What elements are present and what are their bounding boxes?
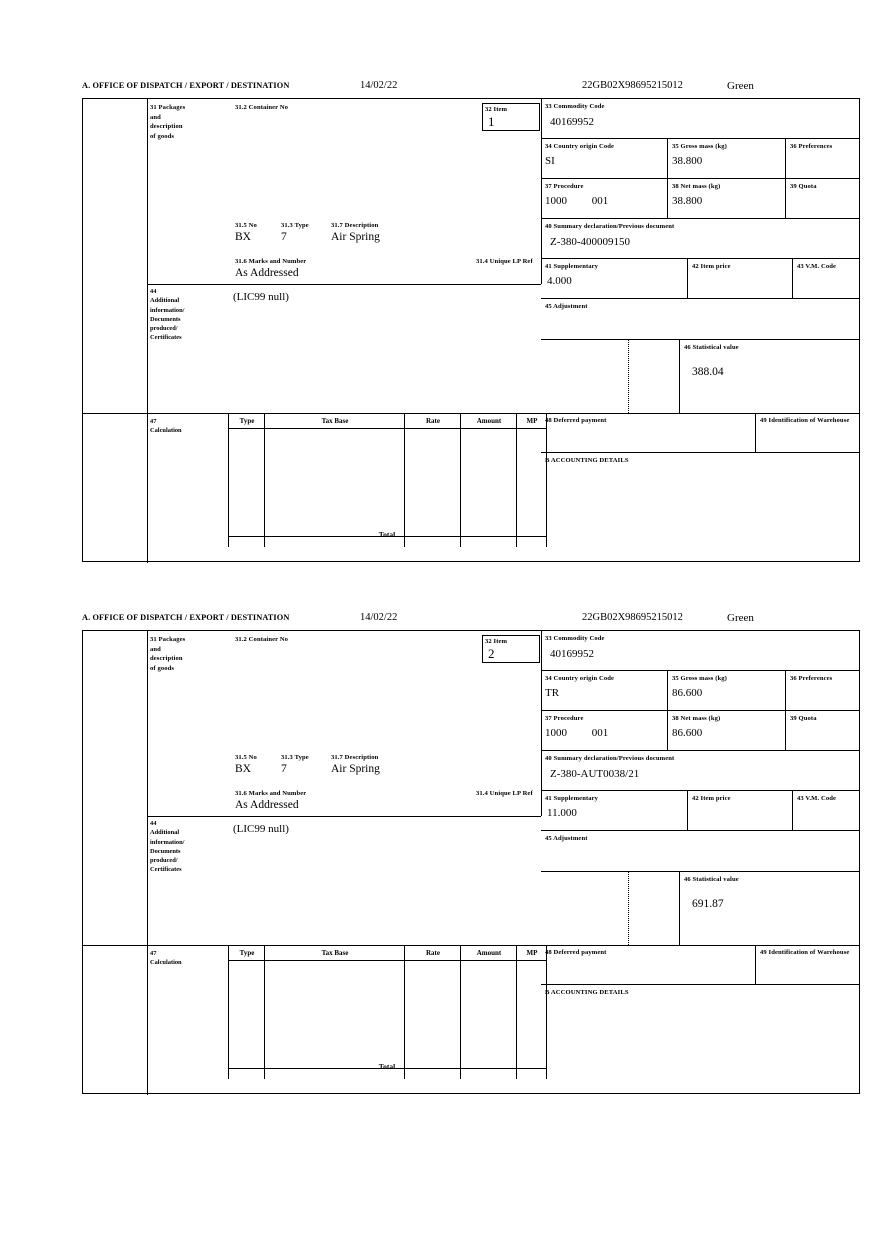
- box46-value: 691.87: [692, 897, 724, 910]
- box34-value: TR: [545, 686, 560, 699]
- box36-value: [786, 684, 860, 687]
- box32-value: 1: [488, 113, 495, 129]
- box38-net-mass: [668, 179, 786, 219]
- box39-value: [786, 724, 860, 727]
- box40-summary-declaration: [541, 219, 860, 259]
- box31-bottom-line: [147, 816, 541, 817]
- copy-colour-label: Green: [727, 612, 754, 624]
- box40-value: Z-380-400009150: [550, 235, 631, 248]
- box40-value: Z-380-AUT0038/21: [550, 767, 640, 780]
- boxB-label: B ACCOUNTING DETAILS: [545, 989, 629, 996]
- box33-label: 33 Commodity Code: [545, 103, 605, 110]
- box43-vm-code: [793, 259, 860, 299]
- box46-statistical-value: [679, 340, 860, 413]
- movement-reference-number: 22GB02X98695215012: [582, 80, 683, 91]
- box46-statistical-value: [679, 872, 860, 945]
- box31-bottom-line: [147, 284, 541, 285]
- box32-label: 32 Item: [485, 638, 508, 645]
- box32-item-number: [482, 635, 540, 663]
- box44-label: 44 Additional information/ Documents produced/ Certificates: [150, 288, 185, 342]
- box47-label: 47 Calculation: [150, 950, 182, 967]
- box31-7-description-label: 31.7 Description: [331, 222, 379, 229]
- box31-5-no-value: BX: [235, 231, 251, 243]
- box35-gross-mass: [668, 139, 786, 179]
- left-label-divider: [147, 631, 148, 1095]
- box43-value: [793, 272, 860, 275]
- box44-label: 44 Additional information/ Documents produced/ Certificates: [150, 820, 185, 874]
- calc-col-rate: [405, 414, 461, 547]
- box40-summary-declaration: [541, 751, 860, 791]
- box32-value: 2: [488, 645, 495, 661]
- box43-value: [793, 804, 860, 807]
- calc-col-rate: [405, 946, 461, 1079]
- box46-label: 46 Statistical value: [684, 876, 739, 883]
- calc-header-mp: MP: [526, 949, 538, 957]
- box49-value: [756, 426, 860, 429]
- box31-3-type-value: 7: [281, 231, 287, 243]
- box33-commodity-code: [541, 99, 860, 139]
- boxB-value: [541, 466, 860, 469]
- box42-value: [688, 804, 792, 807]
- box34-country-origin-code: [541, 139, 668, 179]
- box31-6-marks-value: As Addressed: [235, 267, 299, 279]
- box31-7-description-value: Air Spring: [331, 231, 380, 243]
- box37-value2: 001: [591, 726, 609, 739]
- box42-item-price: [688, 259, 793, 299]
- box38-label: 38 Net mass (kg): [672, 183, 721, 190]
- box34-country-origin-code: [541, 671, 668, 711]
- box31-7-description-label: 31.7 Description: [331, 754, 379, 761]
- box31-3-type-label: 31.3 Type: [281, 222, 309, 229]
- box46-dotted-divider: [628, 872, 629, 945]
- box33-commodity-code: [541, 631, 860, 671]
- form-header: [82, 80, 860, 98]
- box41-label: 41 Supplementary: [545, 263, 599, 270]
- customs-declaration-form-2: [82, 612, 860, 1094]
- box38-value: 86.600: [672, 726, 703, 739]
- calc-col-tax-base: [265, 414, 405, 547]
- declaration-box: [82, 630, 860, 1094]
- box37-value1: 1000: [545, 194, 567, 207]
- box41-label: 41 Supplementary: [545, 795, 599, 802]
- box43-label: 43 V.M. Code: [797, 795, 837, 802]
- box37-procedure: [541, 179, 668, 219]
- copy-colour-label: Green: [727, 80, 754, 92]
- box33-value: 40169952: [550, 115, 594, 128]
- box36-label: 36 Preferences: [790, 143, 833, 150]
- movement-reference-number: 22GB02X98695215012: [582, 612, 683, 623]
- office-of-dispatch-label: A. OFFICE OF DISPATCH / EXPORT / DESTINATION: [82, 613, 290, 622]
- box48-value: [541, 958, 755, 961]
- box49-warehouse-identification: [756, 945, 860, 985]
- box31-2-container-no-label: 31.2 Container No: [235, 104, 289, 111]
- box31-5-no-label: 31.5 No: [235, 222, 257, 229]
- box39-quota: [786, 711, 860, 751]
- box31-label: 31 Packages and description of goods: [150, 636, 186, 672]
- box36-value: [786, 152, 860, 155]
- customs-declaration-form-1: [82, 80, 860, 562]
- box31-5-no-label: 31.5 No: [235, 754, 257, 761]
- box31-label: 31 Packages and description of goods: [150, 104, 186, 140]
- box31-5-no-value: BX: [235, 763, 251, 775]
- box31-3-type-label: 31.3 Type: [281, 754, 309, 761]
- box38-value: 38.800: [672, 194, 703, 207]
- box33-value: 40169952: [550, 647, 594, 660]
- box36-preferences: [786, 139, 860, 179]
- box31-4-unique-lp-ref-label: 31.4 Unique LP Ref: [476, 258, 533, 265]
- box31-6-marks-label: 31.6 Marks and Number: [235, 790, 307, 797]
- box31-7-description-value: Air Spring: [331, 763, 380, 775]
- box42-item-price: [688, 791, 793, 831]
- box39-label: 39 Quota: [790, 183, 817, 190]
- box35-label: 35 Gross mass (kg): [672, 675, 727, 682]
- box37-label: 37 Procedure: [545, 183, 584, 190]
- box39-value: [786, 192, 860, 195]
- calc-header-amount: Amount: [476, 417, 502, 425]
- box47-calculation-table: [228, 413, 546, 547]
- box31-3-type-value: 7: [281, 763, 287, 775]
- boxB-value: [541, 998, 860, 1001]
- box38-label: 38 Net mass (kg): [672, 715, 721, 722]
- box44-value: (LIC99 null): [233, 823, 289, 835]
- box45-value: [541, 844, 860, 847]
- box34-label: 34 Country origin Code: [545, 143, 615, 150]
- box35-value: 86.600: [672, 686, 703, 699]
- box39-quota: [786, 179, 860, 219]
- calc-col-type: [229, 946, 265, 1079]
- calc-header-rate: Rate: [426, 417, 440, 425]
- box36-preferences: [786, 671, 860, 711]
- calc-header-bottom-line: [229, 960, 547, 961]
- calc-header-type: Type: [239, 949, 255, 957]
- box37-label: 37 Procedure: [545, 715, 584, 722]
- box32-item-number: [482, 103, 540, 131]
- box46-value: 388.04: [692, 365, 724, 378]
- box41-value: 4.000: [547, 274, 572, 287]
- calc-header-tax-base: Tax Base: [321, 417, 349, 425]
- calc-header-tax-base: Tax Base: [321, 949, 349, 957]
- box35-gross-mass: [668, 671, 786, 711]
- box32-label: 32 Item: [485, 106, 508, 113]
- box43-label: 43 V.M. Code: [797, 263, 837, 270]
- form-header: [82, 612, 860, 630]
- box46-label: 46 Statistical value: [684, 344, 739, 351]
- box31-4-unique-lp-ref-label: 31.4 Unique LP Ref: [476, 790, 533, 797]
- box47-calculation-table: [228, 945, 546, 1079]
- box49-label: 49 Identification of Warehouse: [760, 417, 850, 424]
- box48-deferred-payment: [541, 945, 756, 985]
- box40-label: 40 Summary declaration/Previous document: [545, 755, 675, 762]
- declaration-date: 14/02/22: [360, 612, 398, 623]
- box45-adjustment: [541, 831, 860, 872]
- box48-label: 48 Deferred payment: [545, 949, 607, 956]
- box34-label: 34 Country origin Code: [545, 675, 615, 682]
- box42-value: [688, 272, 792, 275]
- box38-net-mass: [668, 711, 786, 751]
- boxB-accounting-details: [541, 453, 860, 563]
- box49-label: 49 Identification of Warehouse: [760, 949, 850, 956]
- box35-value: 38.800: [672, 154, 703, 167]
- declaration-box: [82, 98, 860, 562]
- calc-header-bottom-line: [229, 428, 547, 429]
- box47-total-label: Total: [378, 1062, 396, 1071]
- box41-value: 11.000: [547, 806, 577, 819]
- box34-value: SI: [545, 154, 555, 167]
- box35-label: 35 Gross mass (kg): [672, 143, 727, 150]
- box43-vm-code: [793, 791, 860, 831]
- calc-col-amount: [461, 946, 517, 1079]
- box48-value: [541, 426, 755, 429]
- box45-adjustment: [541, 299, 860, 340]
- box37-value1: 1000: [545, 726, 567, 739]
- box49-warehouse-identification: [756, 413, 860, 453]
- box37-procedure: [541, 711, 668, 751]
- box39-label: 39 Quota: [790, 715, 817, 722]
- box37-values: [541, 192, 667, 207]
- box48-deferred-payment: [541, 413, 756, 453]
- box48-label: 48 Deferred payment: [545, 417, 607, 424]
- calc-col-type: [229, 414, 265, 547]
- office-of-dispatch-label: A. OFFICE OF DISPATCH / EXPORT / DESTINATION: [82, 81, 290, 90]
- box45-label: 45 Adjustment: [545, 835, 588, 842]
- box45-value: [541, 312, 860, 315]
- box41-supplementary: [541, 791, 688, 831]
- box31-6-marks-value: As Addressed: [235, 799, 299, 811]
- box36-label: 36 Preferences: [790, 675, 833, 682]
- boxB-accounting-details: [541, 985, 860, 1095]
- left-label-divider: [147, 99, 148, 563]
- box44-value: (LIC99 null): [233, 291, 289, 303]
- calc-header-amount: Amount: [476, 949, 502, 957]
- box37-value2: 001: [591, 194, 609, 207]
- box41-supplementary: [541, 259, 688, 299]
- declaration-date: 14/02/22: [360, 80, 398, 91]
- box31-2-container-no-label: 31.2 Container No: [235, 636, 289, 643]
- calc-header-rate: Rate: [426, 949, 440, 957]
- calc-col-tax-base: [265, 946, 405, 1079]
- box31-6-marks-label: 31.6 Marks and Number: [235, 258, 307, 265]
- box37-values: [541, 724, 667, 739]
- calc-header-mp: MP: [526, 417, 538, 425]
- box42-label: 42 Item price: [692, 795, 731, 802]
- box40-label: 40 Summary declaration/Previous document: [545, 223, 675, 230]
- box47-total-label: Total: [378, 530, 396, 539]
- calc-header-type: Type: [239, 417, 255, 425]
- box47-label: 47 Calculation: [150, 418, 182, 435]
- box45-label: 45 Adjustment: [545, 303, 588, 310]
- box49-value: [756, 958, 860, 961]
- boxB-label: B ACCOUNTING DETAILS: [545, 457, 629, 464]
- calc-col-amount: [461, 414, 517, 547]
- box42-label: 42 Item price: [692, 263, 731, 270]
- box33-label: 33 Commodity Code: [545, 635, 605, 642]
- box46-dotted-divider: [628, 340, 629, 413]
